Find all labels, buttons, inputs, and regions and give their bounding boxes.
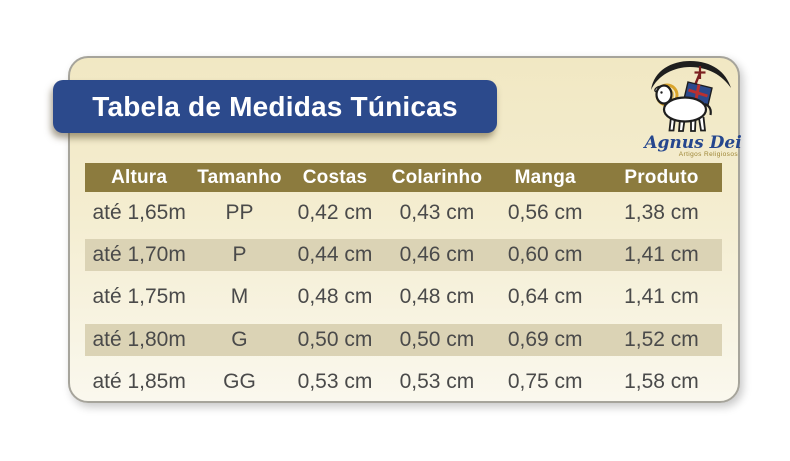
table-header-row	[85, 163, 722, 192]
cell-produto: 1,52 cm	[624, 327, 699, 351]
cell-colarinho: 0,50 cm	[399, 327, 475, 351]
cell-altura: até 1,85m	[92, 369, 186, 393]
header-altura: Altura	[111, 166, 168, 188]
cell-manga: 0,69 cm	[507, 327, 583, 351]
header-colarinho: Colarinho	[391, 166, 483, 188]
brand-subtitle: Artigos Religiosos	[678, 151, 738, 158]
cell-colarinho: 0,46 cm	[399, 243, 475, 267]
cell-manga: 0,64 cm	[507, 285, 583, 309]
table-row	[85, 319, 722, 361]
cell-altura: até 1,80m	[92, 327, 186, 351]
cell-costas: 0,44 cm	[297, 243, 373, 267]
cell-tamanho: P	[232, 243, 247, 267]
header-tamanho: Tamanho	[197, 166, 282, 188]
cell-manga: 0,60 cm	[507, 243, 583, 267]
agnus-dei-lamb-icon	[638, 58, 748, 132]
cell-altura: até 1,70m	[92, 243, 186, 267]
cell-tamanho: GG	[223, 369, 256, 393]
cell-manga: 0,75 cm	[507, 369, 583, 393]
cell-costas: 0,42 cm	[297, 201, 373, 225]
cell-produto: 1,58 cm	[624, 369, 699, 393]
cell-altura: até 1,75m	[92, 285, 186, 309]
cell-colarinho: 0,43 cm	[399, 201, 475, 225]
cell-costas: 0,50 cm	[297, 327, 373, 351]
cell-altura: até 1,65m	[92, 201, 186, 225]
table-row	[85, 361, 722, 403]
brand-name: Agnus Dei	[644, 133, 742, 153]
header-manga: Manga	[514, 166, 576, 188]
cell-produto: 1,41 cm	[624, 285, 699, 309]
cell-costas: 0,48 cm	[297, 285, 373, 309]
cell-produto: 1,41 cm	[624, 243, 699, 267]
cell-produto: 1,38 cm	[624, 201, 699, 225]
measurements-table	[85, 163, 722, 403]
cell-tamanho: G	[231, 327, 248, 351]
cell-tamanho: M	[230, 285, 249, 309]
table-row	[85, 192, 722, 234]
table-row	[85, 276, 722, 318]
cell-tamanho: PP	[225, 201, 254, 225]
table-row	[85, 234, 722, 276]
cell-manga: 0,56 cm	[507, 201, 583, 225]
cell-costas: 0,53 cm	[297, 369, 373, 393]
brand-logo	[638, 58, 748, 159]
page-title: Tabela de Medidas Túnicas	[53, 80, 497, 133]
header-costas: Costas	[302, 166, 368, 188]
header-produto: Produto	[624, 166, 699, 188]
cell-colarinho: 0,53 cm	[399, 369, 475, 393]
cell-colarinho: 0,48 cm	[399, 285, 475, 309]
